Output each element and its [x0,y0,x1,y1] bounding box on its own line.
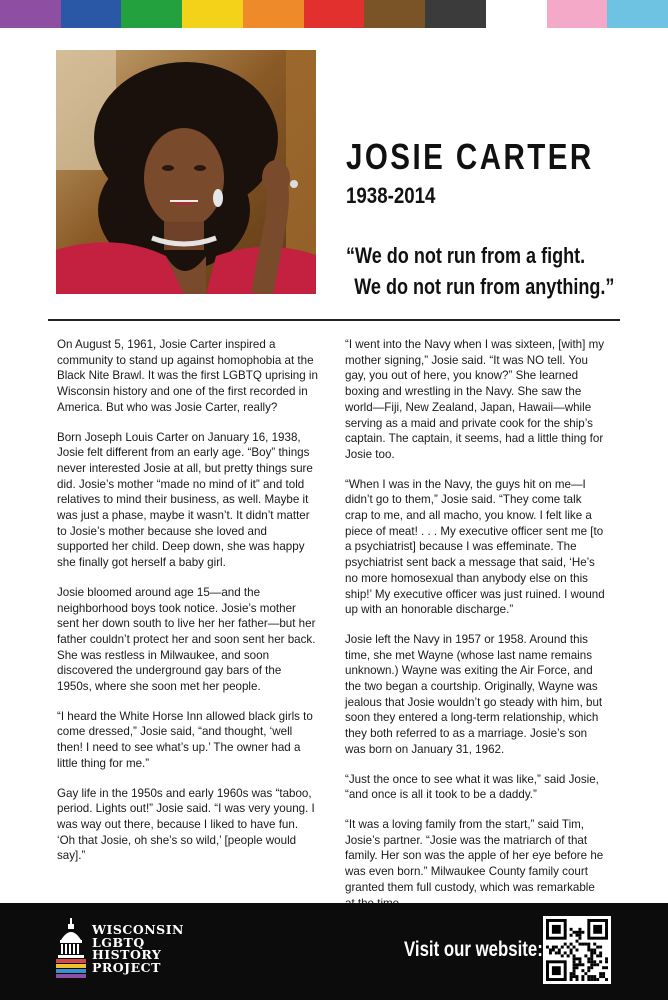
paragraph: “When I was in the Navy, the guys hit on me—I didn’t go to them,” Josie said. “They come talk crap to me, and all macho, you know. I felt like a piece of meat! . . . My executive officer sent me [to a psychiatrist] because I was effeminate. The psychiatrist sent back a message that said, ‘He’s no more homosexual than anybody else on this ship!’ My executive officer was just ruined. I wound up with an honorable discharge.” [345,477,605,617]
logo-line: WISCONSIN [92,922,184,937]
stripe-red [304,0,365,28]
paragraph: “I went into the Navy when I was sixteen, [with] my mother signing,” Josie said. “It was NO tell. You gay, you out of here, you know?” She learned boxing and wrestling in the Navy. She saw the world—Fiji, New Zealand, Japan, Hawaii—while serving as a maid and private cook for the ship’s captain. The captain, it seems, had a little thing for Josie too. [345,338,605,461]
quote-line-2: We do not run from anything.” [354,274,615,299]
capitol-dome-icon [56,918,86,978]
paragraph: Gay life in the 1950s and early 1960s was “taboo, period. Lights out!” Josie said. “I was very young. I was way out there, because I liked to have fun. ‘Oh that Josie, oh she’s so wild,’ [people would say].” [57,786,315,863]
person-name: JOSIE CARTER [346,136,594,177]
logo-line: LGBTQ [92,934,145,950]
paragraph: “It was a loving family from the start,” said Tim, Josie’s partner. “Josie was the matriarch of that family. Her son was the apple of her eye before he was even born.” Milwaukee County family court granted them full custody, which was remarkable [345,817,604,894]
pride-color-stripe [0,0,668,28]
paragraph: On August 5, 1961, Josie Carter inspired a community to stand up against homophobia at the Black Nite Brawl. It was the first LGBTQ uprising in Wisconsin history and one of the first recorded in America. But who was Josie Carter, really? [57,338,318,414]
divider-rule [48,319,620,321]
stripe-orange [243,0,304,28]
organization-logo-text [92,924,184,974]
paragraph: “Just the once to see what it was like,” said Josie, “and once is all it took to be a daddy.” [345,772,599,802]
paragraph: “I heard the White Horse Inn allowed black girls to come dressed,” Josie said, “and thought, ‘well then! I need to see what’s up.’ The owner had a little thing for me.” [57,709,313,770]
stripe-black [425,0,486,28]
pull-quote [346,240,614,302]
stripe-white [486,0,547,28]
stripe-pink [547,0,608,28]
paragraph: Josie left the Navy in 1957 or 1958. Around this time, she met Wayne (whose last name remains unknown.) Wayne was exiting the Air Force, and the two began a courtship. Originally, Wayne was jealous that Josie wouldn’t go steady with him, but soon they entered a long-term relationship, which they both referred to as a marriage. Josie’s son was born on January 31, 1962. [345,632,603,756]
quote-line-1: “We do not run from a fight. [346,243,586,268]
qr-code-icon[interactable] [543,916,611,984]
stripe-green [121,0,182,28]
visit-website-label: Visit our website: [404,938,543,961]
paragraph: Born Joseph Louis Carter on January 16, 1938, Josie felt different from an early age. “Boy” things never interested Josie at all, but pretty things sure did. Josie’s mother “made no mind of it” and told relatives to mind their business, as well. Maybe it was just a phase, maybe it wasn’t. It didn’t matter to Josie’s mother because she loved and supported her child. Deep down, she was happy she finally got herself a baby girl. [57,430,313,570]
body-column-right [345,337,607,925]
life-years: 1938-2014 [346,183,436,208]
stripe-yellow [182,0,243,28]
paragraph: Josie bloomed around age 15—and the neighborhood boys took notice. Josie’s mother sent her down south to live her her father—but her father couldn’t protect her and soon sent her back. She was restless in Milwaukee, and soon discovered the underground gay bars of the 1950s, where she soon met her people. [57,585,316,694]
logo-line: HISTORY [92,947,162,962]
body-column-left [57,337,319,878]
stripe-light-blue [607,0,668,28]
stripe-brown [364,0,425,28]
logo-line: PROJECT [92,959,161,975]
stripe-purple [0,0,61,28]
portrait-photo [56,50,316,294]
stripe-blue [61,0,122,28]
